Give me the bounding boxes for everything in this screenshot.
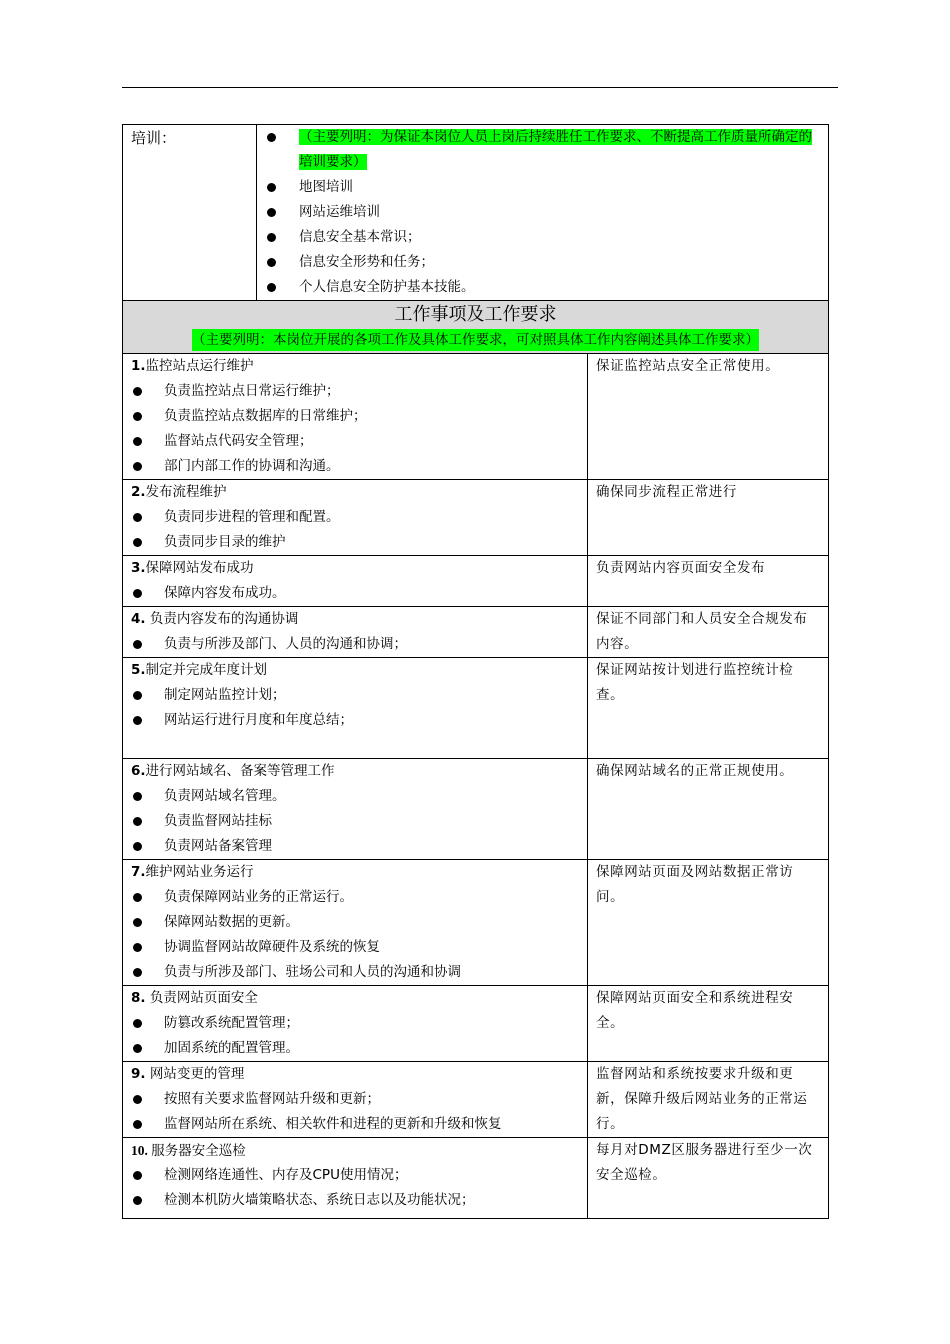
- list-item: 检测本机防火墙策略状态、系统日志以及功能状况；: [131, 1188, 579, 1213]
- list-item: 防篡改系统配置管理；: [131, 1011, 579, 1036]
- task-cell: [123, 1062, 588, 1138]
- task-requirement: 负责网站内容页面安全发布: [588, 556, 829, 607]
- task-requirement: 确保网站域名的正常正规使用。: [588, 759, 829, 860]
- training-note: （主要列明：为保证本岗位人员上岗后持续胜任工作要求、不断提高工作质量所确定的培训要求）: [299, 129, 812, 170]
- task-list: [131, 784, 579, 859]
- header-rule: [122, 87, 838, 88]
- training-label: 培训：: [123, 125, 257, 301]
- table-row: [123, 480, 829, 556]
- task-title-text: 维护网站业务运行: [145, 864, 254, 880]
- task-requirement: 每月对DMZ区服务器进行至少一次安全巡检。: [588, 1138, 829, 1219]
- task-title: [131, 354, 579, 379]
- list-item: 负责同步进程的管理和配置。: [131, 505, 579, 530]
- task-list: [131, 1011, 579, 1061]
- task-number: 1.: [131, 358, 146, 374]
- task-title: [131, 658, 579, 683]
- table-row: [123, 607, 829, 658]
- list-item: 个人信息安全防护基本技能。: [267, 275, 820, 300]
- list-item: 部门内部工作的协调和沟通。: [131, 454, 579, 479]
- task-title: [131, 759, 579, 784]
- task-title: [131, 860, 579, 885]
- table-row: [123, 556, 829, 607]
- training-note-item: [267, 125, 820, 175]
- list-item: 保障内容发布成功。: [131, 581, 579, 606]
- task-number: 6.: [131, 763, 146, 779]
- list-item: 监督网站所在系统、相关软件和进程的更新和升级和恢复: [131, 1112, 579, 1137]
- section-header: [123, 301, 829, 354]
- task-list: [131, 1163, 579, 1213]
- task-cell: [123, 354, 588, 480]
- table-row: [123, 1062, 829, 1138]
- task-requirement: 监督网站和系统按要求升级和更新，保障升级后网站业务的正常运行。: [588, 1062, 829, 1138]
- list-item: 负责与所涉及部门、人员的沟通和协调；: [131, 632, 579, 657]
- task-cell: [123, 556, 588, 607]
- list-item: 按照有关要求监督网站升级和更新；: [131, 1087, 579, 1112]
- training-content: [257, 125, 829, 301]
- list-item: 负责监控站点日常运行维护；: [131, 379, 579, 404]
- list-item: 负责同步目录的维护: [131, 530, 579, 555]
- task-requirement: 确保同步流程正常进行: [588, 480, 829, 556]
- table-row: [123, 986, 829, 1062]
- task-number: 9.: [131, 1066, 146, 1082]
- training-row: [123, 125, 829, 301]
- task-requirement: 保障网站页面安全和系统进程安全。: [588, 986, 829, 1062]
- task-list: [131, 581, 579, 606]
- list-item: 负责网站备案管理: [131, 834, 579, 859]
- task-requirement: 保证不同部门和人员安全合规发布内容。: [588, 607, 829, 658]
- task-cell: [123, 759, 588, 860]
- task-number: 3.: [131, 560, 146, 576]
- task-requirement: 保障网站页面及网站数据正常访问。: [588, 860, 829, 986]
- task-list: [131, 885, 579, 985]
- list-item: 负责监督网站挂标: [131, 809, 579, 834]
- task-title-text: 监控站点运行维护: [145, 358, 254, 374]
- task-title-text: 负责内容发布的沟通协调: [145, 611, 299, 627]
- task-number: 2.: [131, 484, 146, 500]
- job-description-table: [122, 124, 829, 1219]
- list-item: 地图培训: [267, 175, 820, 200]
- task-title: [131, 556, 579, 581]
- table-row: [123, 1138, 829, 1219]
- list-item: 加固系统的配置管理。: [131, 1036, 579, 1061]
- table-row: [123, 860, 829, 986]
- task-number: 10.: [131, 1143, 148, 1158]
- blank-line: [131, 733, 579, 758]
- task-number: 5.: [131, 662, 146, 678]
- task-cell: [123, 658, 588, 759]
- list-item: 负责与所涉及部门、驻场公司和人员的沟通和协调: [131, 960, 579, 985]
- task-number: 4.: [131, 611, 146, 627]
- task-list: [131, 505, 579, 555]
- table-row: [123, 354, 829, 480]
- task-cell: [123, 607, 588, 658]
- task-title: [131, 480, 579, 505]
- task-title-text: 服务器安全巡检: [147, 1143, 246, 1158]
- list-item: 信息安全形势和任务；: [267, 250, 820, 275]
- list-item: 制定网站监控计划；: [131, 683, 579, 708]
- table-row: [123, 658, 829, 759]
- table-row: [123, 759, 829, 860]
- task-title-text: 负责网站页面安全: [145, 990, 258, 1006]
- section-title: 工作事项及工作要求: [394, 304, 557, 325]
- section-header-row: [123, 301, 829, 354]
- list-item: 负责保障网站业务的正常运行。: [131, 885, 579, 910]
- task-requirement: 保证监控站点安全正常使用。: [588, 354, 829, 480]
- task-list: [131, 1087, 579, 1137]
- training-list: [267, 125, 820, 300]
- list-item: 检测网络连通性、内存及CPU使用情况；: [131, 1163, 579, 1188]
- list-item: 网站运维培训: [267, 200, 820, 225]
- task-cell: [123, 860, 588, 986]
- list-item: 负责网站域名管理。: [131, 784, 579, 809]
- list-item: 信息安全基本常识；: [267, 225, 820, 250]
- task-list: [131, 683, 579, 733]
- list-item: 保障网站数据的更新。: [131, 910, 579, 935]
- task-title-text: 发布流程维护: [145, 484, 227, 500]
- section-note: （主要列明：本岗位开展的各项工作及具体工作要求，可对照具体工作内容阐述具体工作要求）: [192, 329, 759, 351]
- task-cell: [123, 1138, 588, 1219]
- task-number: 7.: [131, 864, 146, 880]
- task-title-text: 进行网站域名、备案等管理工作: [145, 763, 335, 779]
- list-item: 负责监控站点数据库的日常维护；: [131, 404, 579, 429]
- task-list: [131, 632, 579, 657]
- task-title-text: 制定并完成年度计划: [145, 662, 268, 678]
- task-title: [131, 1062, 579, 1087]
- task-requirement: 保证网站按计划进行监控统计检查。: [588, 658, 829, 759]
- task-cell: [123, 986, 588, 1062]
- task-number: 8.: [131, 990, 146, 1006]
- task-title: [131, 986, 579, 1011]
- task-list: [131, 379, 579, 479]
- task-cell: [123, 480, 588, 556]
- list-item: 网站运行进行月度和年度总结；: [131, 708, 579, 733]
- list-item: 监督站点代码安全管理；: [131, 429, 579, 454]
- task-title-text: 网站变更的管理: [145, 1066, 245, 1082]
- task-title: [131, 1138, 579, 1163]
- list-item: 协调监督网站故障硬件及系统的恢复: [131, 935, 579, 960]
- task-title-text: 保障网站发布成功: [145, 560, 254, 576]
- task-title: [131, 607, 579, 632]
